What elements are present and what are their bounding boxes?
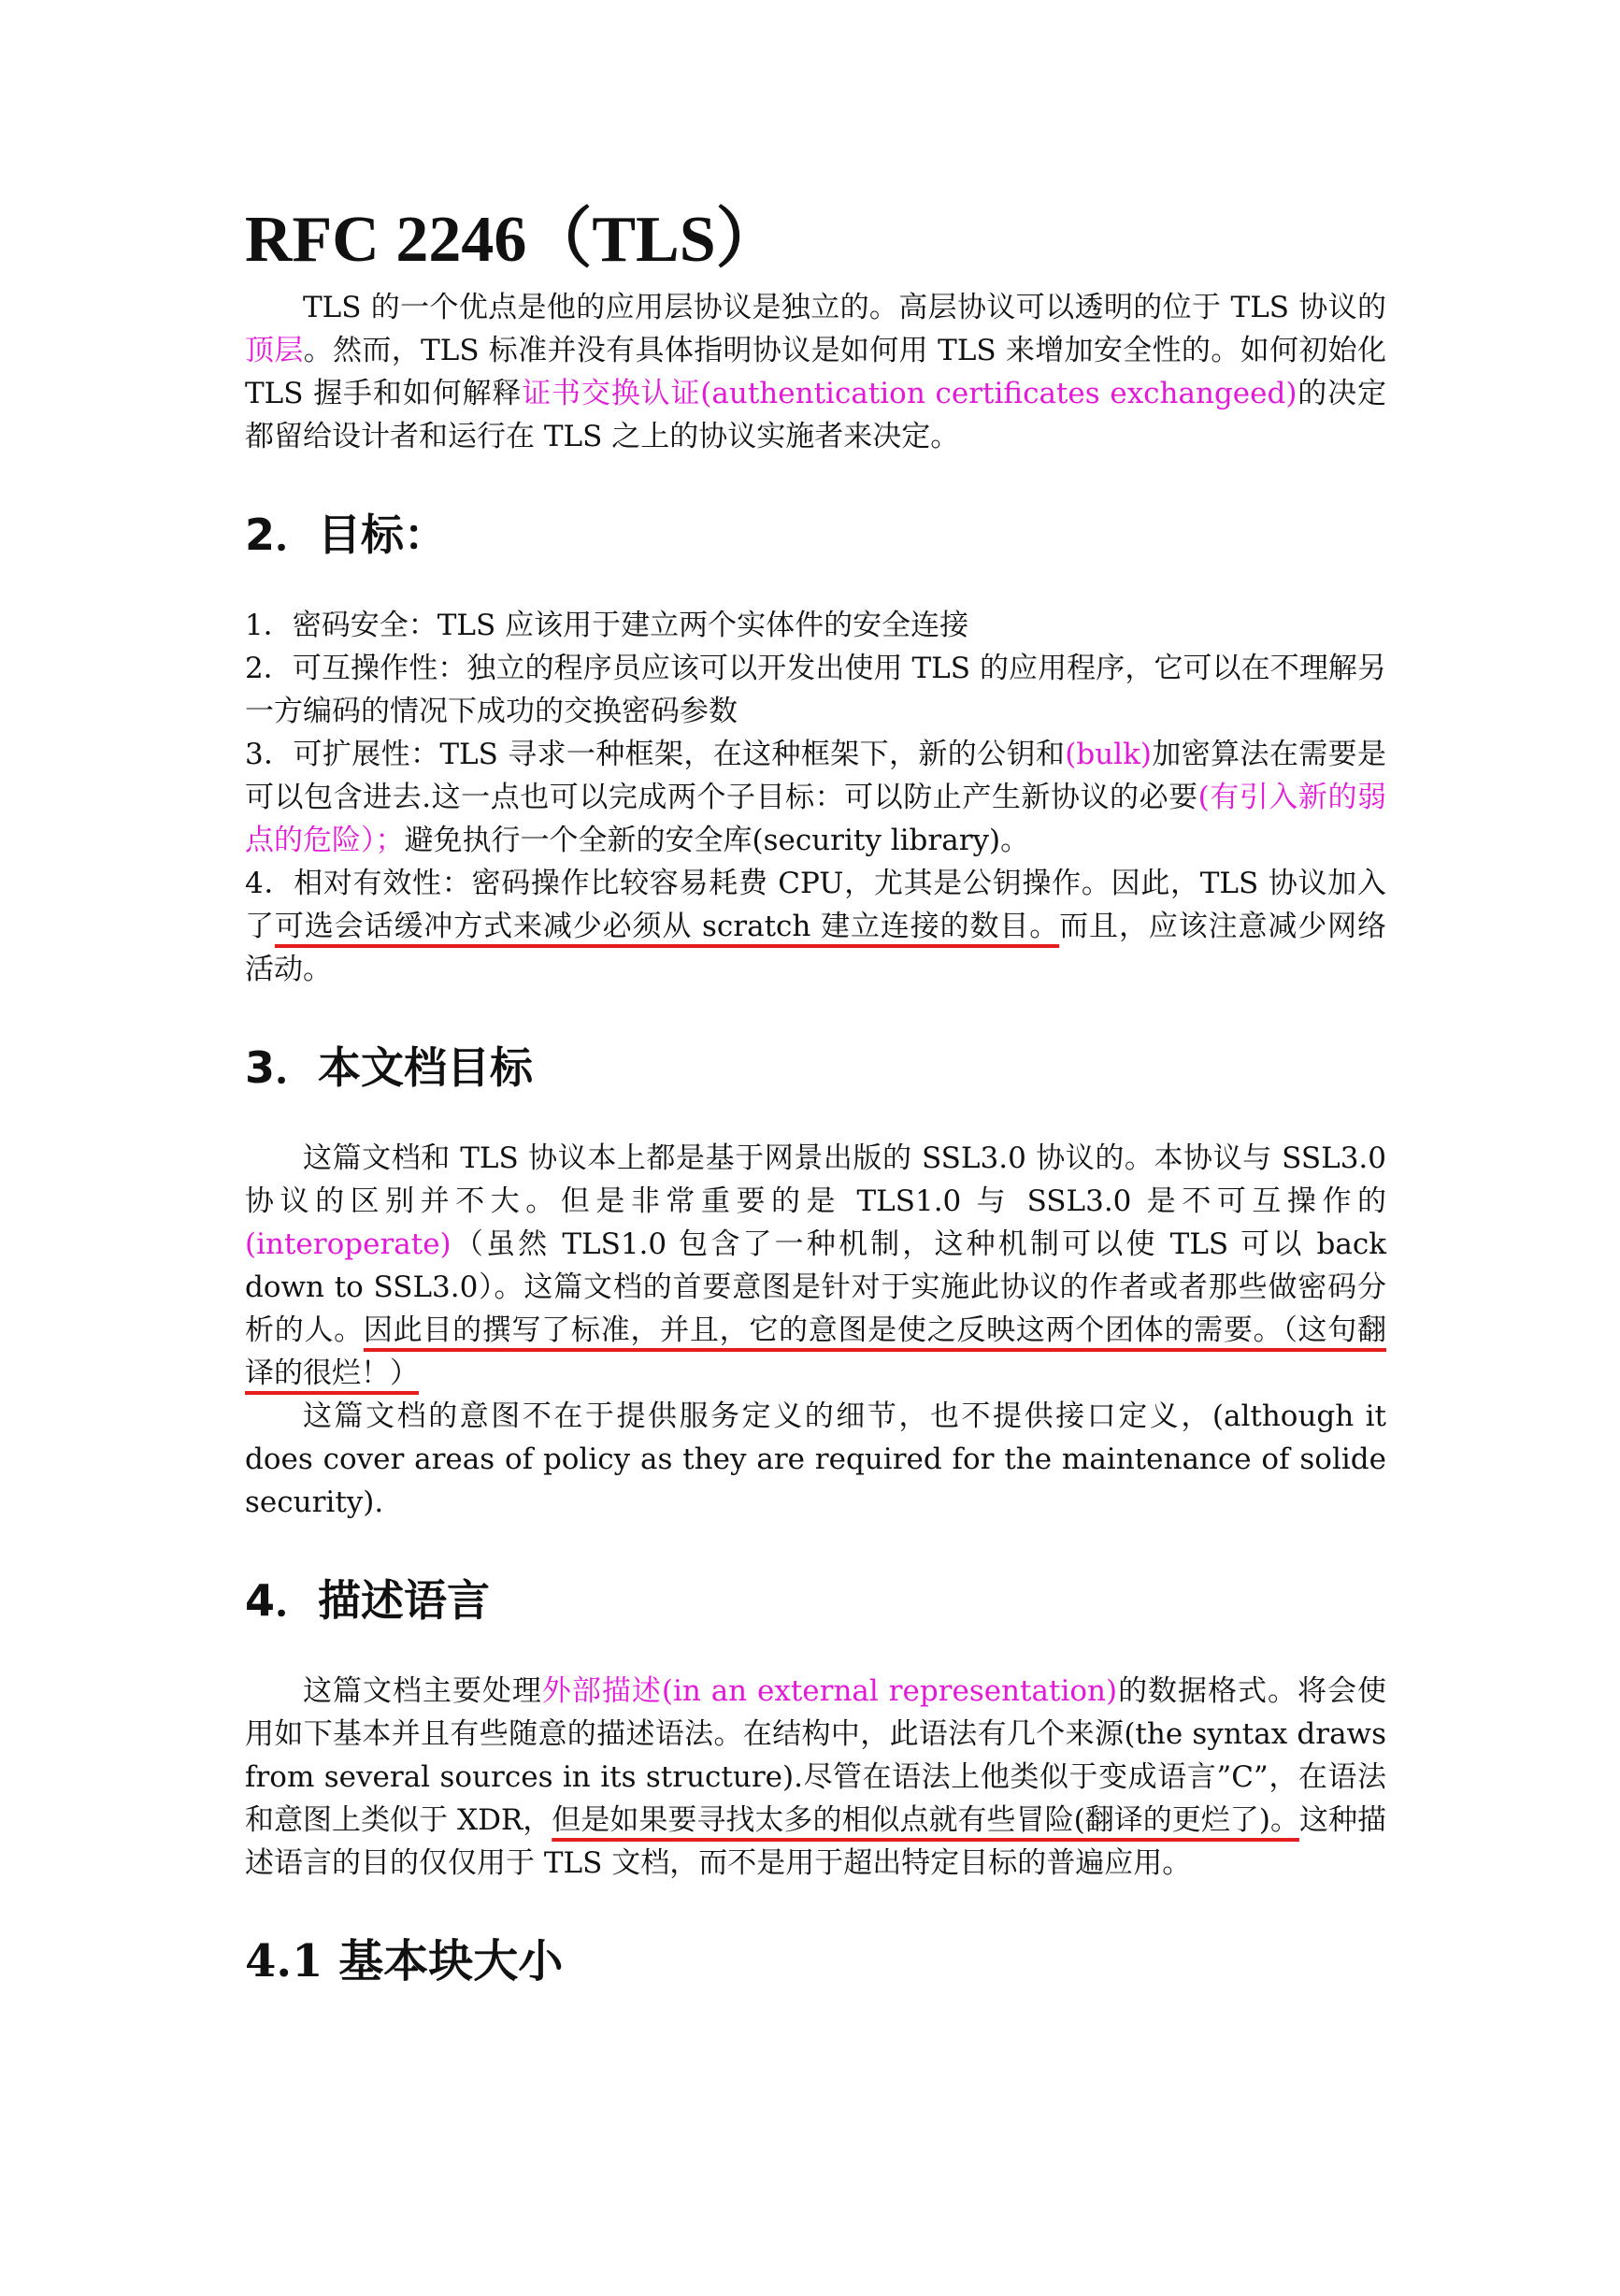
s4-text-c: 这种描述语言的目的仅仅用于 TLS 文档，而不是用于超出特定目标的普遍应用。 [245,1803,1387,1880]
section-4-paragraph [245,1670,1386,1885]
goal-3-text-c: 避免执行一个全新的安全库(security library)。 [404,824,1030,857]
s4-underlined: 但是如果要寻找太多的相似点就有些冒险(翻译的更烂了)。 [552,1803,1299,1837]
section-3-paragraph-2: 这篇文档的意图不在于提供服务定义的细节，也不提供接口定义，(although it does cover areas of policy as they are required for the maintenance of solide security). [245,1399,1386,1519]
s4-text-a: 这篇文档主要处理 [303,1674,542,1708]
goal-3-text-b: 加密算法在需要是可以包含进去.这一点也可以完成两个子目标：可以防止产生新协议的必要 [245,738,1387,814]
s4-text-b: 的数据格式。将会使用如下基本并且有些随意的描述语法。在结构中，此语法有几个来源(the syntax draws from several sources in its structure).尽管在语法上他类似于变成语言”C”，在语法和意图上类似于 XDR， [245,1674,1386,1837]
intro-highlight-certificates: 证书交换认证(authentication certificates exchangeed) [522,377,1297,410]
goal-4-text-b: 而且，应该注意减少网络活动。 [245,910,1387,986]
s4-highlight-external-representation: 外部描述(in an external representation) [541,1674,1118,1708]
intro-text-2: 。然而，TLS 标准并没有具体指明协议是如何用 TLS 来增加安全性的。如何初始化 TLS 握手和如何解释 [245,334,1387,410]
goal-4-underlined: 可选会话缓冲方式来减少必须从 scratch 建立连接的数目。 [274,910,1060,943]
goal-3-text-a: 3．可扩展性：TLS 寻求一种框架，在这种框架下，新的公钥和 [245,738,1066,771]
section-3-paragraph-1 [245,1137,1386,1395]
intro-paragraph [245,286,1386,458]
goal-item-4 [245,862,1386,991]
document-title: RFC 2246（TLS） [245,204,781,276]
intro-highlight-top-layer: 顶层 [245,334,304,367]
goal-4-text-a: 4．相对有效性：密码操作比较容易耗费 CPU，尤其是公钥操作。因此，TLS 协议加入了 [245,867,1386,943]
goals-list [245,604,1386,991]
section-3-heading: 3．本文档目标 [245,1042,534,1093]
section-2-heading: 2．目标： [245,509,448,560]
s3-p1-underlined: 因此目的撰写了标准，并且，它的意图是使之反映这两个团体的需要。（这句翻译的很烂！） [245,1313,1387,1390]
s3-p1-text-b: （虽然 TLS1.0 包含了一种机制，这种机制可以使 TLS 可以 back down to SSL3.0）。这篇文档的首要意图是针对于实施此协议的作者或者那些做密码分析的人。 [245,1227,1386,1347]
section-4-heading: 4．描述语言 [245,1575,491,1626]
intro-text-1: TLS 的一个优点是他的应用层协议是独立的。高层协议可以透明的位于 TLS 协议的 [303,291,1386,324]
s3-highlight-interoperate: (interoperate) [245,1227,452,1261]
intro-text-3: 的决定都留给设计者和运行在 TLS 之上的协议实施者来决定。 [245,377,1386,453]
goal-item-3 [245,733,1386,862]
goal-item-1: 1．密码安全：TLS 应该用于建立两个实体件的安全连接 [245,609,969,642]
goal-3-highlight-bulk: (bulk) [1065,738,1152,771]
s3-p1-text-a: 这篇文档和 TLS 协议本上都是基于网景出版的 SSL3.0 协议的。本协议与 SSL3.0 协议的区别并不大。但是非常重要的是 TLS1.0 与 SSL3.0 是不可互操作的 [245,1141,1386,1218]
goal-item-2: 2．可互操作性：独立的程序员应该可以开发出使用 TLS 的应用程序，它可以在不理解另一方编码的情况下成功的交换密码参数 [245,652,1386,728]
section-4-1-heading: 4.1 基本块大小 [245,1935,564,1987]
goal-3-highlight-risk: (有引入新的弱点的危险）； [245,781,1387,857]
